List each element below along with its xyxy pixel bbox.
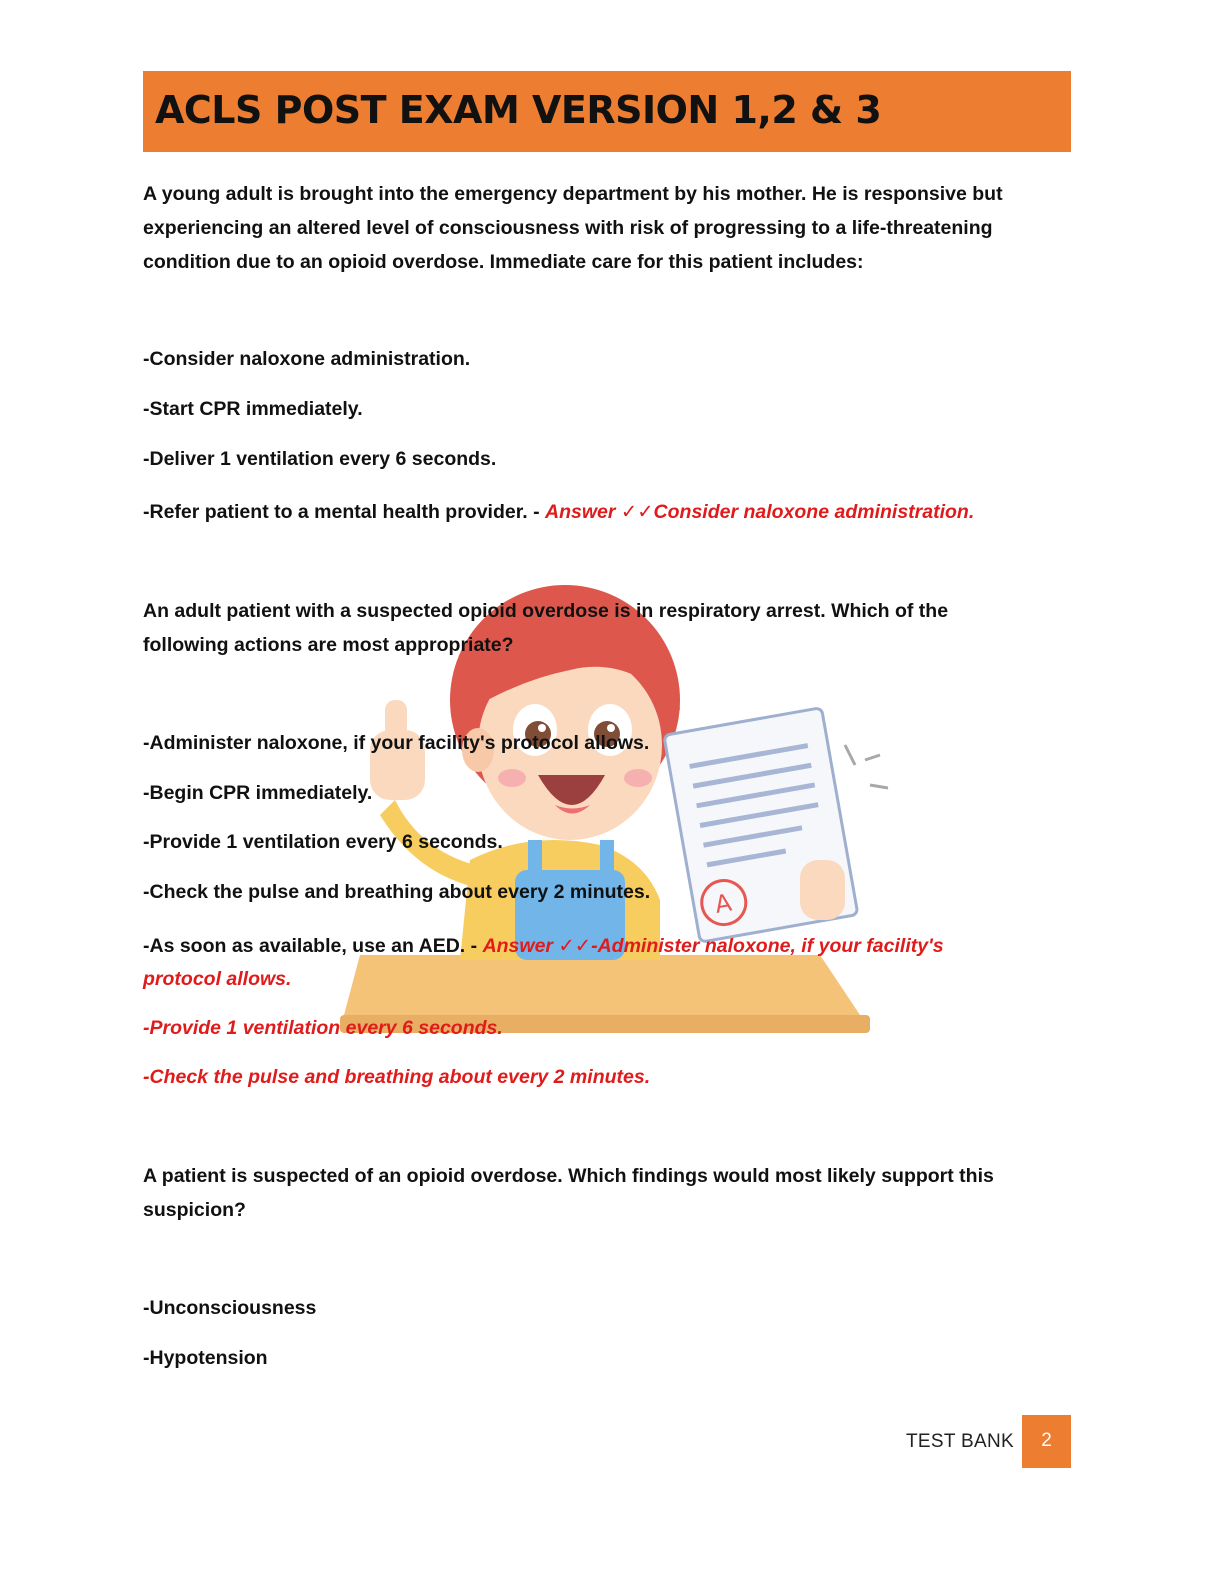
q2-option: -Begin CPR immediately.	[143, 782, 373, 804]
q2-option: -Administer naloxone, if your facility's protocol allows.	[143, 732, 650, 754]
q1-option: -Consider naloxone administration.	[143, 348, 471, 370]
q2-answer-line: protocol allows.	[143, 968, 292, 990]
q2-option-with-answer	[143, 934, 1083, 958]
q3-question-line: suspicion?	[143, 1199, 246, 1221]
q2-question-line: An adult patient with a suspected opioid overdose is in respiratory arrest. Which of the	[143, 600, 949, 622]
q2-answer-line: -Check the pulse and breathing about every 2 minutes.	[143, 1066, 651, 1088]
q1-option: -Start CPR immediately.	[143, 398, 363, 420]
page-number: 2	[1041, 1430, 1052, 1451]
q3-option: -Hypotension	[143, 1347, 268, 1369]
q2-option: -As soon as available, use an AED. -	[143, 935, 483, 957]
q1-answer: Answer ✓✓Consider naloxone administration.	[545, 501, 975, 523]
q3-option: -Unconsciousness	[143, 1297, 317, 1319]
q1-question-line: experiencing an altered level of consciousness with risk of progressing to a life-threatening	[143, 217, 993, 239]
q2-option: -Provide 1 ventilation every 6 seconds.	[143, 831, 503, 853]
svg-text:A: A	[712, 888, 734, 919]
page-title: ACLS POST EXAM VERSION 1,2 & 3	[155, 88, 882, 132]
q2-option: -Check the pulse and breathing about every 2 minutes.	[143, 881, 651, 903]
q1-option: -Refer patient to a mental health provider. -	[143, 501, 545, 523]
q1-question-line: condition due to an opioid overdose. Immediate care for this patient includes:	[143, 251, 864, 273]
footer-label: TEST BANK	[906, 1431, 1014, 1452]
q2-answer-line: -Provide 1 ventilation every 6 seconds.	[143, 1017, 503, 1039]
q1-question-line: A young adult is brought into the emergency department by his mother. He is responsive but	[143, 183, 1003, 205]
q2-answer: Answer ✓✓-Administer naloxone, if your facility's	[482, 935, 944, 957]
q3-question-line: A patient is suspected of an opioid overdose. Which findings would most likely support this	[143, 1165, 994, 1187]
q1-option-with-answer	[143, 500, 1083, 524]
q2-question-line: following actions are most appropriate?	[143, 634, 514, 656]
q1-option: -Deliver 1 ventilation every 6 seconds.	[143, 448, 497, 470]
